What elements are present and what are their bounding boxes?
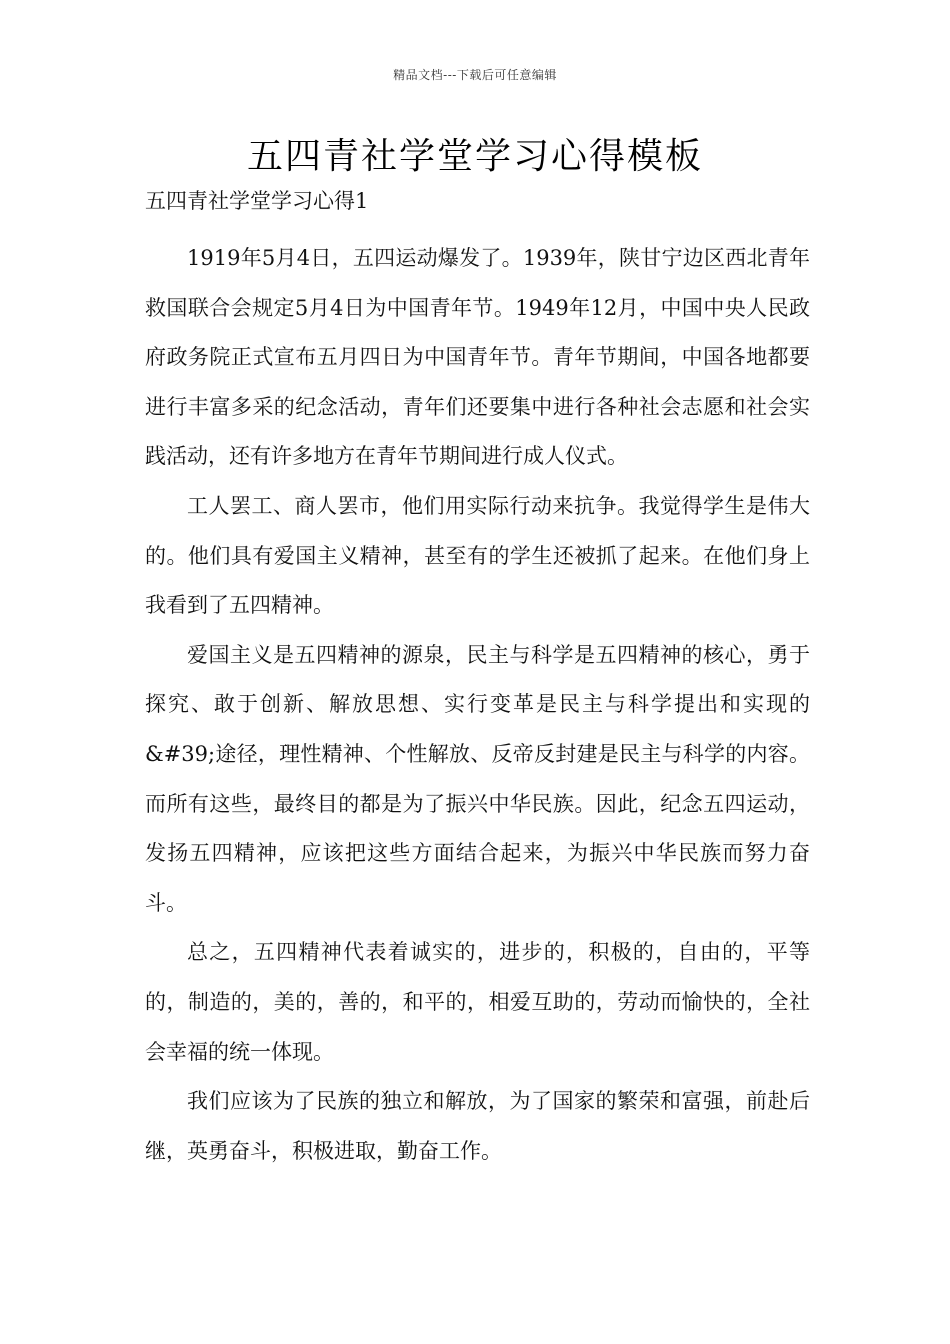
- paragraph: 总之，五四精神代表着诚实的，进步的，积极的，自由的，平等的，制造的，美的，善的，和平的，相爱互助的，劳动而愉快的，全社会幸福的统一体现。: [145, 940, 810, 1064]
- section-subtitle: 五四青社学堂学习心得1: [145, 189, 369, 213]
- document-title: 五四青社学堂学习心得模板: [246, 136, 703, 177]
- document-body: [145, 234, 810, 1176]
- paragraph: 工人罢工、商人罢市，他们用实际行动来抗争。我觉得学生是伟大的。他们具有爱国主义精神，甚至有的学生还被抓了起来。在他们身上我看到了五四精神。: [145, 493, 810, 618]
- header-note: 精品文档---下载后可任意编辑: [393, 68, 557, 82]
- paragraph: 爱国主义是五四精神的源泉，民主与科学是五四精神的核心，勇于探究、敢于创新、解放思想、实行变革是民主与科学提出和实现的&#39;途径，理性精神、个性解放、反帝反封建是民主与科学的内容。而所有这些，最终目的都是为了振兴中华民族。因此，纪念五四运动，发扬五四精神，应该把这些方面结合起来，为振兴中华民族而努力奋斗。: [145, 642, 810, 915]
- paragraph: 我们应该为了民族的独立和解放，为了国家的繁荣和富强，前赴后继，英勇奋斗，积极进取，勤奋工作。: [145, 1089, 810, 1163]
- paragraph: 1919年5月4日，五四运动爆发了。1939年，陕甘宁边区西北青年救国联合会规定5月4日为中国青年节。1949年12月，中国中央人民政府政务院正式宣布五月四日为中国青年节。青年节期间，中国各地都要进行丰富多采的纪念活动，青年们还要集中进行各种社会志愿和社会实践活动，还有许多地方在青年节期间进行成人仪式。: [145, 246, 810, 469]
